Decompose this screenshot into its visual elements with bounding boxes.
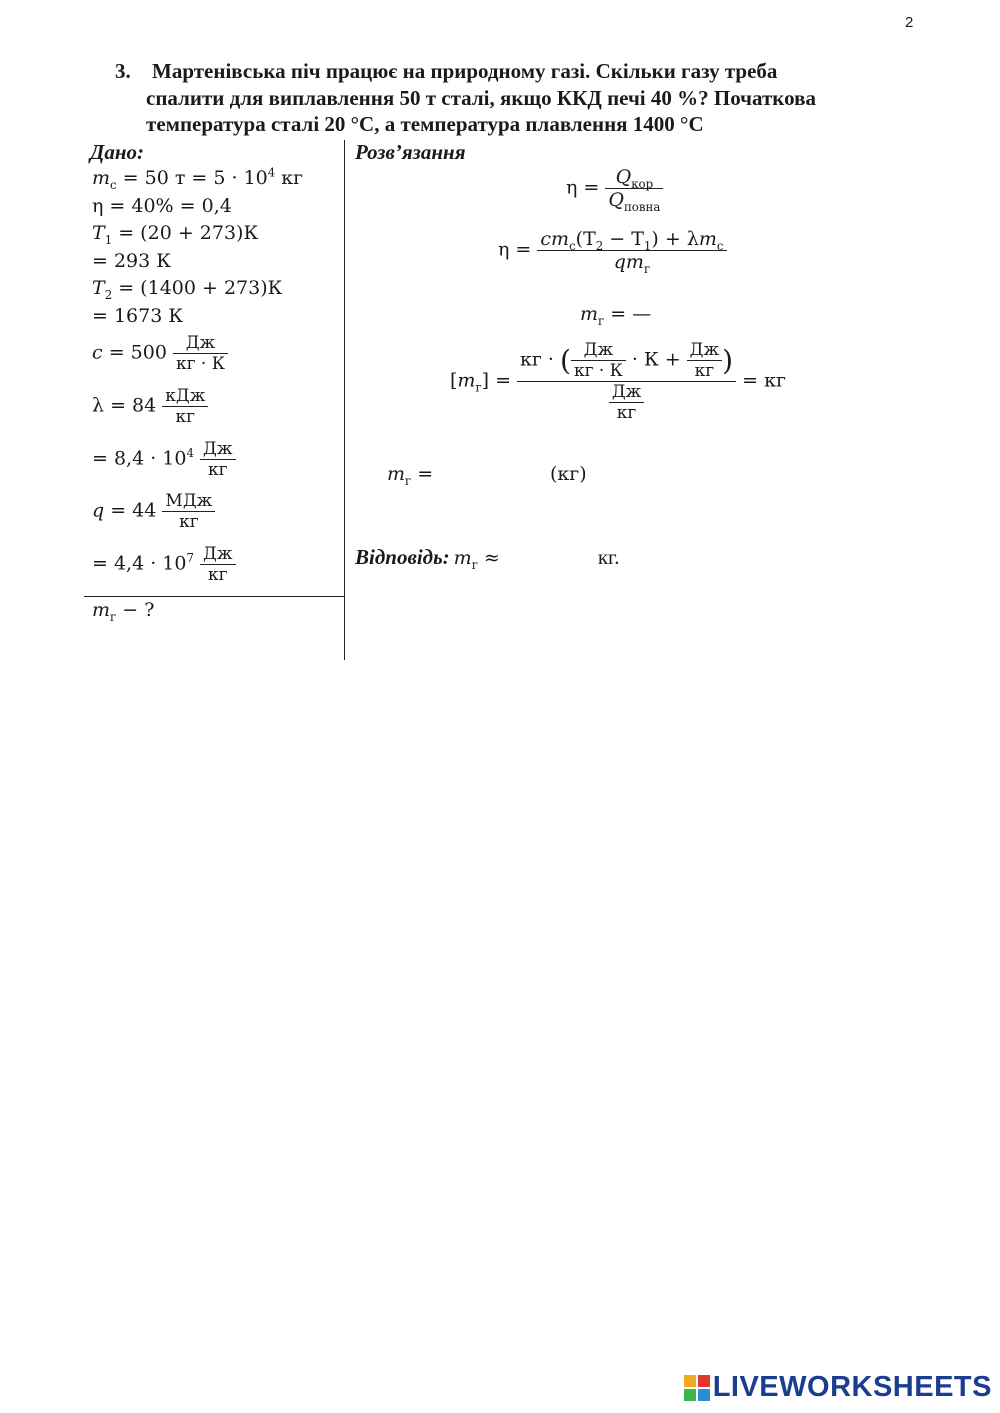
given-heat-of-combustion: q = 44 $\frac{\text{МДж}}{кг}$ bbox=[92, 491, 215, 532]
given-latent-heat: λ = 84 $\frac{\text{кДж}}{кг}$ bbox=[92, 386, 208, 427]
given-latent-heat-si: = $8,4 \cdot 10^4$ $\frac{Дж}{кг}$ bbox=[92, 439, 236, 480]
answer-unit: кг. bbox=[597, 545, 620, 569]
given-t2: $T_2 = (1400 + 273)К$ bbox=[92, 277, 283, 302]
logo-text: LIVEWORKSHEETS bbox=[712, 1371, 992, 1403]
logo-square-2 bbox=[698, 1375, 710, 1387]
given-t2-result: = 1673 К bbox=[92, 305, 184, 327]
find-unknown: $m_г$ − ? bbox=[92, 599, 155, 624]
given-header: Дано: bbox=[90, 140, 144, 164]
given-specific-heat: c = 500 $\frac{Дж}{кг \cdot К}$ bbox=[92, 333, 228, 374]
efficiency-definition: η = $\frac{Q_{кор}}{Q_{повна}}$ bbox=[566, 166, 663, 211]
logo-square-4 bbox=[698, 1389, 710, 1401]
given-t1: $T_1 = (20 + 273)К$ bbox=[92, 222, 259, 247]
efficiency-formula: η = $\frac{cm_с(T_2 - T_1) + \lambda m_с}{qm_г}$ bbox=[498, 228, 727, 273]
given-efficiency: η = 40% = 0,4 bbox=[92, 195, 232, 217]
unit-check: $[m_г]$ = кг · ( $\frac{Дж}{кг \cdot К}$ · К + $\frac{Дж}{кг}$ ) $\frac{Дж}{кг}$ = кг bbox=[450, 340, 786, 423]
given-steel-mass: $m_с = 50$ $т = 5 \cdot 10^4$ кг bbox=[92, 165, 304, 192]
problem-line-3: температура сталі 20 °С, а температура плавлення 1400 °С bbox=[146, 112, 704, 136]
column-divider bbox=[344, 140, 345, 660]
answer-label: Відповідь: bbox=[355, 545, 450, 569]
gas-mass-calculation: $m_г$ = bbox=[387, 463, 434, 488]
calculation-unit: (кг) bbox=[550, 463, 587, 485]
given-heat-of-combustion-si: = $4,4 \cdot 10^7$ $\frac{Дж}{кг}$ bbox=[92, 544, 236, 585]
given-t1-result: = 293 К bbox=[92, 250, 171, 272]
liveworksheets-logo bbox=[684, 1371, 992, 1404]
answer-line bbox=[355, 545, 620, 570]
logo-square-3 bbox=[684, 1389, 696, 1401]
problem-line-2: спалити для виплавлення 50 т сталі, якщо ККД печі 40 %? Початкова bbox=[146, 85, 816, 110]
given-divider bbox=[84, 596, 345, 597]
solution-header: Розв’язання bbox=[355, 140, 466, 164]
calculation-answer-field[interactable] bbox=[440, 460, 545, 490]
page-number: 2 bbox=[905, 14, 914, 31]
logo-mark-icon bbox=[684, 1375, 710, 1401]
problem-number: 3. bbox=[115, 59, 131, 83]
logo-square-1 bbox=[684, 1375, 696, 1387]
gas-mass-formula: $m_г$ = — bbox=[580, 303, 652, 328]
problem-statement bbox=[115, 58, 915, 138]
answer-expression: $m_г$ ≈ bbox=[453, 547, 500, 572]
problem-line-1: Мартенівська піч працює на природному газі. Скільки газу треба bbox=[152, 59, 778, 83]
